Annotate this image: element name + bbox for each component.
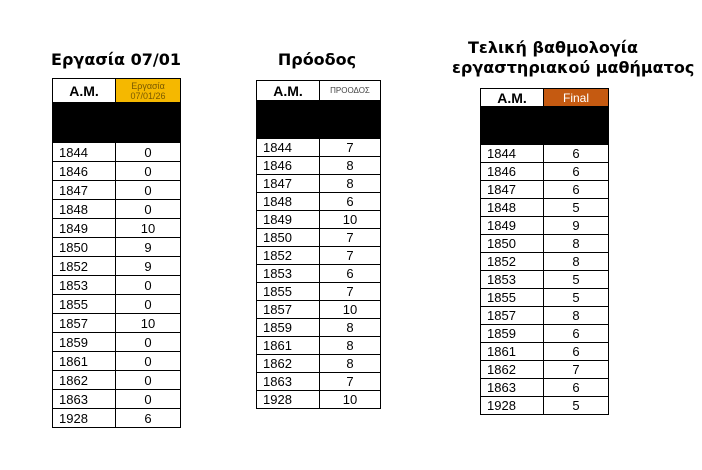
am-cell: 1859 xyxy=(257,319,320,337)
table-row xyxy=(257,301,381,319)
table-row xyxy=(257,337,381,355)
am-cell: 1857 xyxy=(53,314,116,333)
grade-cell: 10 xyxy=(116,219,181,238)
grade-cell: 0 xyxy=(116,352,181,371)
am-cell: 1850 xyxy=(257,229,320,247)
grade-cell: 10 xyxy=(320,391,381,409)
table-row xyxy=(53,314,181,333)
am-cell: 1848 xyxy=(53,200,116,219)
am-cell: 1863 xyxy=(481,379,544,397)
table-row xyxy=(53,200,181,219)
am-cell: 1863 xyxy=(53,390,116,409)
grade-cell: 5 xyxy=(544,271,609,289)
table-row xyxy=(481,271,609,289)
am-cell: 1857 xyxy=(481,307,544,325)
grade-cell: 5 xyxy=(544,289,609,307)
grade-cell: 7 xyxy=(320,139,381,157)
am-cell: 1853 xyxy=(481,271,544,289)
grade-cell: 6 xyxy=(544,163,609,181)
table-row xyxy=(257,175,381,193)
table-row xyxy=(481,343,609,361)
grade-cell: 8 xyxy=(544,235,609,253)
am-cell: 1853 xyxy=(53,276,116,295)
grade-cell: 8 xyxy=(320,337,381,355)
table-row xyxy=(257,373,381,391)
grade-cell: 0 xyxy=(116,333,181,352)
table-row xyxy=(53,352,181,371)
table-row xyxy=(53,409,181,428)
grade-cell: 9 xyxy=(116,238,181,257)
am-cell: 1849 xyxy=(53,219,116,238)
am-cell: 1844 xyxy=(481,145,544,163)
grade-cell: 6 xyxy=(116,409,181,428)
grade-cell: 6 xyxy=(544,343,609,361)
table-row xyxy=(257,229,381,247)
am-cell: 1844 xyxy=(53,143,116,162)
am-cell: 1850 xyxy=(481,235,544,253)
table-row xyxy=(257,391,381,409)
am-cell: 1861 xyxy=(481,343,544,361)
panel3-col-am: Α.Μ. xyxy=(481,89,544,107)
am-cell: 1862 xyxy=(481,361,544,379)
grade-cell: 0 xyxy=(116,181,181,200)
table-row xyxy=(53,143,181,162)
table-row xyxy=(257,211,381,229)
grade-cell: 0 xyxy=(116,200,181,219)
panel3-title-line1: Τελική βαθμολογία xyxy=(468,38,638,57)
panel1-black-row xyxy=(53,103,181,143)
am-cell: 1928 xyxy=(481,397,544,415)
am-cell: 1928 xyxy=(257,391,320,409)
am-cell: 1850 xyxy=(53,238,116,257)
grade-cell: 0 xyxy=(116,162,181,181)
grade-cell: 7 xyxy=(320,373,381,391)
panel2-black-cell xyxy=(320,101,381,139)
grade-cell: 10 xyxy=(320,301,381,319)
panel1-title: Εργασία 07/01 xyxy=(51,50,181,69)
table-row xyxy=(481,307,609,325)
table-row xyxy=(481,217,609,235)
am-cell: 1846 xyxy=(53,162,116,181)
am-cell: 1848 xyxy=(481,199,544,217)
grade-cell: 7 xyxy=(320,283,381,301)
am-cell: 1852 xyxy=(481,253,544,271)
table-row xyxy=(481,253,609,271)
grade-cell: 8 xyxy=(320,319,381,337)
table-row xyxy=(257,157,381,175)
am-cell: 1862 xyxy=(53,371,116,390)
am-cell: 1863 xyxy=(257,373,320,391)
table-row xyxy=(481,145,609,163)
table-row xyxy=(481,289,609,307)
am-cell: 1855 xyxy=(481,289,544,307)
grade-cell: 5 xyxy=(544,199,609,217)
am-cell: 1859 xyxy=(53,333,116,352)
am-cell: 1861 xyxy=(53,352,116,371)
table-row xyxy=(257,193,381,211)
am-cell: 1862 xyxy=(257,355,320,373)
grade-cell: 0 xyxy=(116,276,181,295)
table-row xyxy=(257,355,381,373)
table-row xyxy=(53,390,181,409)
am-cell: 1928 xyxy=(53,409,116,428)
panel3-black-row xyxy=(481,107,609,145)
grade-cell: 7 xyxy=(320,247,381,265)
panel3-black-cell xyxy=(481,107,544,145)
table-row xyxy=(481,235,609,253)
grade-cell: 10 xyxy=(116,314,181,333)
am-cell: 1847 xyxy=(257,175,320,193)
panel1-table xyxy=(52,78,181,428)
am-cell: 1855 xyxy=(53,295,116,314)
table-row xyxy=(481,199,609,217)
table-row xyxy=(257,139,381,157)
am-cell: 1853 xyxy=(257,265,320,283)
grade-cell: 7 xyxy=(320,229,381,247)
table-row xyxy=(257,265,381,283)
table-row xyxy=(53,162,181,181)
am-cell: 1861 xyxy=(257,337,320,355)
grade-cell: 6 xyxy=(544,145,609,163)
table-row xyxy=(53,257,181,276)
grade-cell: 0 xyxy=(116,371,181,390)
table-row xyxy=(257,319,381,337)
grade-cell: 0 xyxy=(116,390,181,409)
panel2-black-cell xyxy=(257,101,320,139)
panel2-title: Πρόοδος xyxy=(277,50,357,69)
am-cell: 1848 xyxy=(257,193,320,211)
grade-cell: 9 xyxy=(544,217,609,235)
table-row xyxy=(481,379,609,397)
grade-cell: 8 xyxy=(544,307,609,325)
table-row xyxy=(53,371,181,390)
table-row xyxy=(481,325,609,343)
table-row xyxy=(481,361,609,379)
am-cell: 1846 xyxy=(257,157,320,175)
grade-cell: 6 xyxy=(320,193,381,211)
panel2-black-row xyxy=(257,101,381,139)
grade-cell: 8 xyxy=(544,253,609,271)
panel2-table xyxy=(256,80,381,409)
panel2-col-proodos: ΠΡΟΟΔΟΣ xyxy=(320,81,381,101)
panel1-col-ergasia-line1: Εργασία xyxy=(131,80,165,91)
panel3-black-cell xyxy=(544,107,609,145)
am-cell: 1855 xyxy=(257,283,320,301)
table-row xyxy=(257,283,381,301)
table-row xyxy=(53,333,181,352)
grade-cell: 7 xyxy=(544,361,609,379)
am-cell: 1844 xyxy=(257,139,320,157)
grade-cell: 6 xyxy=(320,265,381,283)
table-row xyxy=(53,276,181,295)
grade-cell: 9 xyxy=(116,257,181,276)
panel3-col-final: Final xyxy=(544,89,609,107)
grade-cell: 10 xyxy=(320,211,381,229)
table-row xyxy=(53,295,181,314)
panel1-black-cell xyxy=(53,103,116,143)
grade-cell: 0 xyxy=(116,295,181,314)
grade-cell: 8 xyxy=(320,157,381,175)
am-cell: 1849 xyxy=(481,217,544,235)
panel1-col-ergasia xyxy=(116,79,181,103)
table-row xyxy=(257,247,381,265)
grade-cell: 6 xyxy=(544,325,609,343)
table-row xyxy=(481,163,609,181)
panel1-black-cell xyxy=(116,103,181,143)
am-cell: 1847 xyxy=(481,181,544,199)
panel2-col-am: Α.Μ. xyxy=(257,81,320,101)
am-cell: 1847 xyxy=(53,181,116,200)
table-row xyxy=(481,181,609,199)
grade-cell: 5 xyxy=(544,397,609,415)
table-row xyxy=(481,397,609,415)
grade-cell: 8 xyxy=(320,175,381,193)
grade-cell: 0 xyxy=(116,143,181,162)
table-row xyxy=(53,219,181,238)
panel1-col-ergasia-line2: 07/01/26 xyxy=(130,90,166,101)
panel3-title-line2: εργαστηριακού μαθήματος xyxy=(452,58,695,77)
panel1-col-am: Α.Μ. xyxy=(53,79,116,103)
am-cell: 1846 xyxy=(481,163,544,181)
am-cell: 1857 xyxy=(257,301,320,319)
grade-cell: 8 xyxy=(320,355,381,373)
table-row xyxy=(53,238,181,257)
table-row xyxy=(53,181,181,200)
am-cell: 1852 xyxy=(53,257,116,276)
am-cell: 1849 xyxy=(257,211,320,229)
am-cell: 1852 xyxy=(257,247,320,265)
grade-cell: 6 xyxy=(544,379,609,397)
am-cell: 1859 xyxy=(481,325,544,343)
grade-cell: 6 xyxy=(544,181,609,199)
panel3-table xyxy=(480,88,609,415)
